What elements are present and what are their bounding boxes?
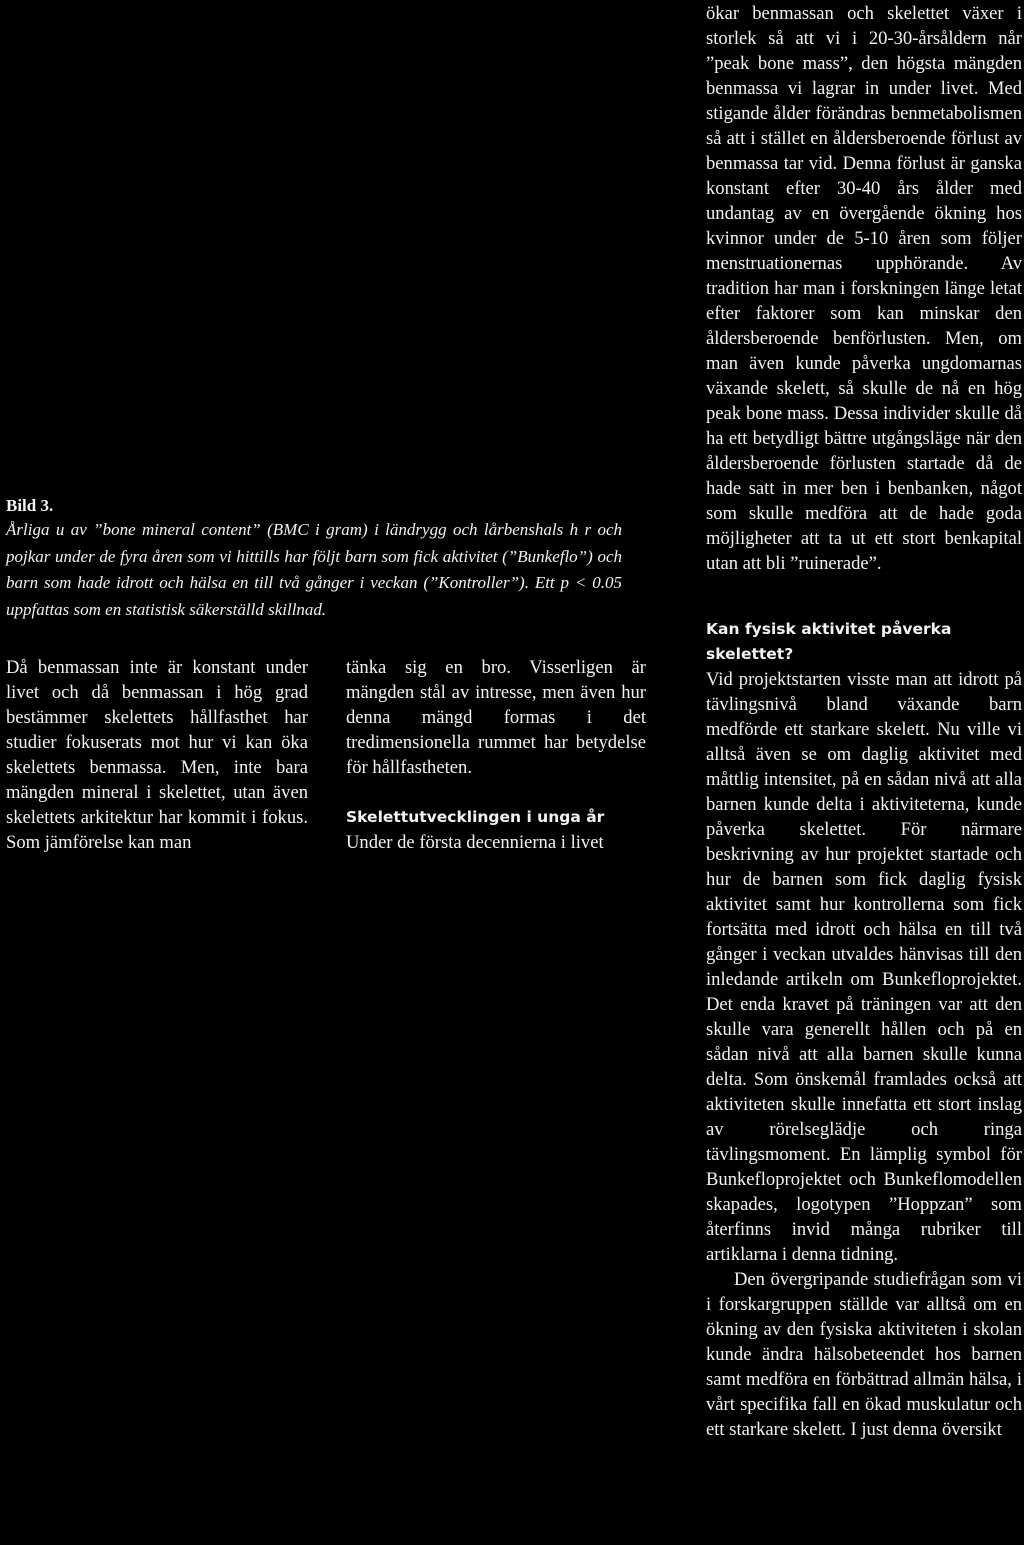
right-paragraph-3: Den övergripande studiefrågan som vi i forskargruppen ställde var alltså om en ökning av den fysiska aktiviteten i skolan kunde ändra hälsobeteendet hos barnen samt medföra en förbättrad allmän hälsa, i vårt specifika fall en ökad muskulatur och ett starkare skelett. I just denna översikt bbox=[706, 1269, 1022, 1440]
caption-label: Bild 3. bbox=[6, 496, 54, 515]
figure-caption bbox=[6, 494, 622, 623]
section-heading-fysisk-aktivitet: Kan fysisk aktivitet påverka skelettet? bbox=[706, 620, 952, 663]
right-column bbox=[706, 1, 1022, 1442]
middle-paragraph: tänka sig en bro. Visserligen är mängden stål av intresse, men även hur denna mängd formas i det tredimensionella rummet har betydelse för hållfastheten. bbox=[346, 657, 646, 778]
caption-text: Årliga u av ”bone mineral content” (BMC i gram) i ländrygg och lårbenshals h r och pojkar under de fyra åren som vi hittills har följt barn som fick aktivitet (”Bunkeflo”) och barn som hade idrott och hälsa en till två gånger i veckan (”Kontroller”). Ett p < 0.05 uppfattas som en statistisk säkerställd skillnad. bbox=[6, 520, 622, 619]
left-column bbox=[6, 655, 308, 855]
middle-column bbox=[346, 655, 646, 855]
right-paragraph-2: Vid projektstarten visste man att idrott på tävlingsnivå bland växande barn medförde ett starkare skelett. Nu ville vi alltså även se om daglig aktivitet med måttlig intensitet, på en sådan nivå att alla barnen kunde delta i aktiviteterna, kunde påverka skelettet. För närmare beskrivning av hur projektet startade och hur de barnen som fick daglig fysisk aktivitet samt hur kontrollerna som fick fortsätta med idrott och hälsa en till två gånger i veckan utvaldes hänvisas till den inledande artikeln om Bunkefloprojektet. Det enda kravet på träningen var att den skulle vara generellt hållen och på en sådan nivå att alla barnen skulle kunna delta. Som önskemål framlades också att aktiviteten skulle innefatta ett stort inslag av rörelseglädje och ringa tävlingsmoment. En lämplig symbol för Bunkefloprojektet och Bunkeflomodellen skapades, logotypen ”Hoppzan” som återfinns invid många rubriker till artiklarna i denna tidning. bbox=[706, 669, 1022, 1265]
section-heading-skelettutveckling: Skelettutvecklingen i unga år bbox=[346, 808, 605, 826]
middle-paragraph-2: Under de första decennierna i livet bbox=[346, 832, 604, 853]
right-paragraph-1: ökar benmassan och skelettet växer i storlek så att vi i 20-30-årsåldern når ”peak bone mass”, den högsta mängden benmassa vi lagrar in under livet. Med stigande ålder förändras benmetabolismen så att i stället en åldersberoende förlust av benmassa tar vid. Denna förlust är ganska konstant efter 30-40 års ålder med undantag av en övergående ökning hos kvinnor under de 5-10 åren som följer menstruationernas upphörande. Av tradition har man i forskningen länge letat efter faktorer som kan minskar den åldersberoende benförlusten. Men, om man även kunde påverka ungdomarnas växande skelett, så skulle de nå en hög peak bone mass. Dessa individer skulle då ha ett betydligt bättre utgångsläge när den åldersberoende förlusten startade då de hade satt in mer ben i benbanken, något som skulle medföra att de hade goda möjligheter att ta ut ett stort benkapital utan att bli ”ruinerade”. bbox=[706, 3, 1022, 574]
left-paragraph: Då benmassan inte är konstant under livet och då benmassan i hög grad bestämmer skelettets hållfasthet har studier fokuserats mot hur vi kan öka skelettets benmassa. Men, inte bara mängden mineral i skelettet, utan även skelettets arkitektur har kommit i fokus. Som jämförelse kan man bbox=[6, 657, 308, 853]
spacer bbox=[346, 780, 646, 805]
